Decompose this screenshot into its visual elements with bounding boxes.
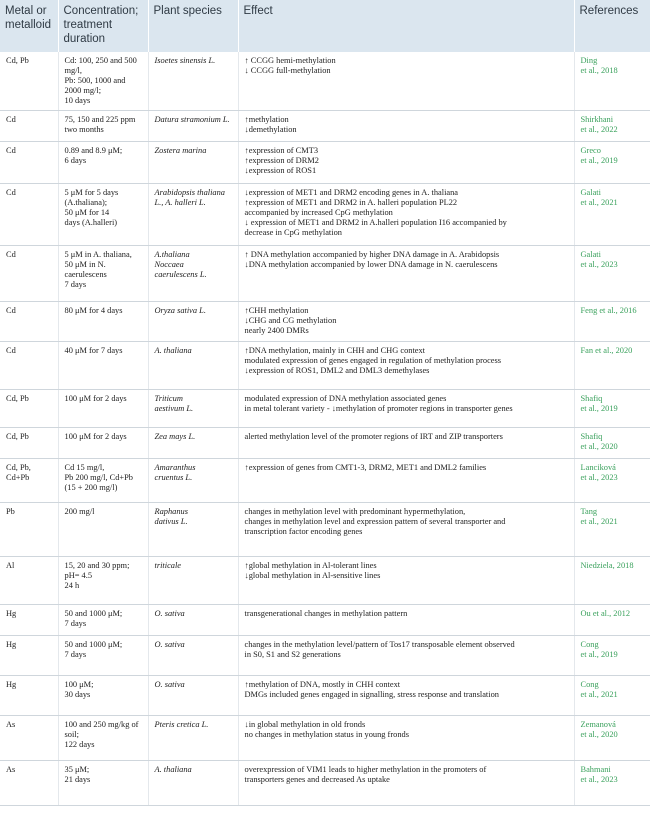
cell-effect-line: ↓expression of ROS1, DML2 and DML3 demethylases (244, 366, 430, 375)
cell-plant-species (148, 428, 238, 459)
cell-concentration-line: 10 days (64, 96, 91, 105)
cell-plant-species (148, 390, 238, 428)
cell-effect-line: in metal tolerant variety - ↓methylation of promoter regions in transporter genes (244, 404, 513, 413)
cell-effect (238, 676, 574, 716)
table-row (0, 761, 650, 806)
cell-effect-line: ↓global methylation in Al-sensitive lines (244, 571, 381, 580)
cell-plant-species-line: Isoetes sinensis L. (154, 56, 216, 65)
cell-concentration-line: 50 and 1000 μM; (64, 609, 123, 618)
cell-concentration-line: 200 mg/l (64, 507, 95, 516)
cell-metal: Hg (0, 676, 58, 716)
cell-reference[interactable] (574, 142, 650, 184)
cell-plant-species-line: A. thaliana (154, 765, 192, 774)
cell-concentration-line: caerulescens (64, 270, 107, 279)
cell-concentration (58, 246, 148, 302)
cell-concentration (58, 390, 148, 428)
cell-concentration (58, 459, 148, 503)
cell-concentration (58, 184, 148, 246)
table-row (0, 111, 650, 142)
cell-effect-line: ↑global methylation in Al-tolerant lines (244, 561, 377, 570)
cell-plant-species (148, 246, 238, 302)
cell-reference-line: Zemanová (580, 720, 616, 729)
cell-plant-species-line: Pteris cretica L. (154, 720, 209, 729)
table-row (0, 302, 650, 342)
table-header (0, 0, 650, 52)
cell-concentration-line: 35 μM; (64, 765, 90, 774)
cell-effect-line: ↓DNA methylation accompanied by lower DNA damage in N. caerulescens (244, 260, 498, 269)
cell-plant-species (148, 302, 238, 342)
cell-concentration-line: Cd: 100, 250 and 500 mg/l, (64, 56, 137, 75)
header-metal: Metal or metalloid (0, 0, 58, 52)
cell-concentration-line: 7 days (64, 650, 87, 659)
cell-concentration-line: Cd 15 mg/l, (64, 463, 105, 472)
cell-effect-line: no changes in methylation status in young fronds (244, 730, 409, 739)
cell-reference[interactable] (574, 428, 650, 459)
cell-reference-line: Tang (580, 507, 598, 516)
cell-plant-species-line: triticale (154, 561, 182, 570)
cell-plant-species (148, 111, 238, 142)
cell-reference-line: et al., 2019 (580, 650, 618, 659)
cell-reference[interactable] (574, 636, 650, 676)
cell-concentration (58, 676, 148, 716)
cell-concentration (58, 636, 148, 676)
cell-effect (238, 390, 574, 428)
cell-effect-line: overexpression of VIM1 leads to higher methylation in the promoters of (244, 765, 487, 774)
cell-concentration-line: 100 and 250 mg/kg of (64, 720, 139, 729)
cell-reference-line: et al., 2020 (580, 730, 618, 739)
cell-concentration (58, 428, 148, 459)
cell-reference[interactable] (574, 184, 650, 246)
cell-metal: Cd (0, 302, 58, 342)
table-row (0, 503, 650, 557)
cell-reference-line: et al., 2021 (580, 690, 618, 699)
cell-concentration-line: 100 μM; (64, 680, 94, 689)
cell-metal: Al (0, 557, 58, 605)
cell-concentration-line: 6 days (64, 156, 87, 165)
cell-reference[interactable] (574, 390, 650, 428)
cell-plant-species-line: Triticum (154, 394, 183, 403)
cell-metal: As (0, 716, 58, 761)
cell-reference-line: et al., 2023 (580, 260, 618, 269)
cell-effect (238, 503, 574, 557)
cell-effect-line: modulated expression of DNA methylation associated genes (244, 394, 447, 403)
cell-concentration (58, 302, 148, 342)
table-row (0, 246, 650, 302)
cell-effect-line: changes in methylation level and expression pattern of several transporter and (244, 517, 506, 526)
cell-effect-line: ↑methylation (244, 115, 289, 124)
cell-reference-line: Galati (580, 188, 601, 197)
cell-reference[interactable] (574, 761, 650, 806)
cell-metal: Cd, Pb, Cd+Pb (0, 459, 58, 503)
cell-effect-line: ↑methylation of DNA, mostly in CHH context (244, 680, 401, 689)
cell-reference[interactable] (574, 52, 650, 111)
cell-effect-line: transcription factor encoding genes (244, 527, 363, 536)
cell-reference-line: et al., 2019 (580, 156, 618, 165)
table-row (0, 428, 650, 459)
cell-reference-line: et al., 2021 (580, 198, 618, 207)
cell-reference-line: et al., 2023 (580, 473, 618, 482)
table-row (0, 716, 650, 761)
cell-concentration (58, 142, 148, 184)
cell-concentration (58, 503, 148, 557)
cell-plant-species-line: Datura stramonium L. (154, 115, 230, 124)
cell-concentration (58, 111, 148, 142)
cell-concentration-line: 0.89 and 8.9 μM; (64, 146, 123, 155)
header-effect: Effect (238, 0, 574, 52)
cell-reference-line: Shirkhani (580, 115, 614, 124)
cell-effect (238, 636, 574, 676)
cell-concentration-line: pH= 4.5 (64, 571, 93, 580)
cell-concentration (58, 557, 148, 605)
cell-effect-line: transgenerational changes in methylation pattern (244, 609, 408, 618)
cell-effect-line: ↓in global methylation in old fronds (244, 720, 366, 729)
table-row (0, 142, 650, 184)
cell-effect (238, 246, 574, 302)
cell-concentration (58, 342, 148, 390)
cell-effect (238, 605, 574, 636)
cell-concentration-line: 50 μM in N. (64, 260, 106, 269)
cell-plant-species (148, 761, 238, 806)
cell-plant-species (148, 342, 238, 390)
header-row (0, 0, 650, 52)
cell-plant-species (148, 52, 238, 111)
cell-effect-line: ↑expression of genes from CMT1-3, DRM2, MET1 and DML2 families (244, 463, 487, 472)
cell-concentration-line: 5 μM in A. thaliana, (64, 250, 132, 259)
cell-effect-line: changes in the methylation level/pattern of Tos17 transposable element observed (244, 640, 515, 649)
cell-concentration-line: 75, 150 and 225 ppm (64, 115, 136, 124)
cell-reference[interactable] (574, 716, 650, 761)
cell-plant-species (148, 605, 238, 636)
cell-concentration-line: Pb: 500, 1000 and 2000 mg/l; (64, 76, 126, 95)
cell-reference-line: Galati (580, 250, 601, 259)
cell-effect (238, 761, 574, 806)
cell-plant-species-line: A. thaliana (154, 346, 192, 355)
cell-plant-species-line: dativus L. (154, 517, 188, 526)
cell-metal: Pb (0, 503, 58, 557)
cell-concentration-line: 5 μM for 5 days (64, 188, 119, 197)
table-row (0, 605, 650, 636)
cell-plant-species-line: Oryza sativa L. (154, 306, 206, 315)
cell-metal: As (0, 761, 58, 806)
cell-effect (238, 557, 574, 605)
cell-concentration-line: 24 h (64, 581, 80, 590)
cell-reference-line: Niedziela, 2018 (580, 561, 634, 570)
cell-metal: Cd (0, 111, 58, 142)
cell-concentration-line: (15 + 200 mg/l) (64, 483, 118, 492)
cell-effect (238, 184, 574, 246)
cell-concentration-line: 50 and 1000 μM; (64, 640, 123, 649)
cell-concentration-line: (A.thaliana); (64, 198, 108, 207)
cell-concentration-line: days (A.halleri) (64, 218, 118, 227)
cell-concentration-line: 50 μM for 14 (64, 208, 110, 217)
cell-effect-line: ↑expression of DRM2 (244, 156, 319, 165)
table-row (0, 390, 650, 428)
cell-reference-line: Shafiq (580, 432, 603, 441)
cell-effect-line: ↓demethylation (244, 125, 297, 134)
cell-plant-species-line: Zea mays L. (154, 432, 196, 441)
cell-concentration-line: 100 μM for 2 days (64, 432, 127, 441)
cell-reference-line: Ou et al., 2012 (580, 609, 631, 618)
cell-reference-line: et al., 2022 (580, 125, 618, 134)
cell-concentration-line: Pb 200 mg/l, Cd+Pb (64, 473, 133, 482)
cell-plant-species (148, 503, 238, 557)
cell-concentration-line: 7 days (64, 619, 87, 628)
cell-plant-species-line: aestivum L. (154, 404, 194, 413)
cell-reference-line: Bahmani (580, 765, 611, 774)
cell-reference-line: Greco (580, 146, 601, 155)
cell-plant-species (148, 557, 238, 605)
cell-plant-species-line: Arabidopsis thaliana L., A. halleri L. (154, 188, 225, 207)
cell-reference-line: Lanciková (580, 463, 616, 472)
cell-plant-species (148, 184, 238, 246)
table-row (0, 557, 650, 605)
cell-plant-species (148, 676, 238, 716)
cell-effect-line: alerted methylation level of the promoter regions of IRT and ZIP transporters (244, 432, 503, 441)
cell-concentration-line: soil; (64, 730, 79, 739)
header-references: References (574, 0, 650, 52)
cell-reference-line: Feng et al., 2016 (580, 306, 637, 315)
cell-reference[interactable] (574, 302, 650, 342)
cell-metal: Cd (0, 342, 58, 390)
cell-concentration-line: 30 days (64, 690, 91, 699)
cell-metal: Cd, Pb (0, 428, 58, 459)
cell-effect (238, 111, 574, 142)
cell-concentration (58, 761, 148, 806)
cell-effect-line: decrease in CpG methylation (244, 228, 342, 237)
cell-effect-line: DMGs included genes engaged in signalling, stress response and translation (244, 690, 499, 699)
cell-effect-line: ↑ CCGG hemi-methylation (244, 56, 336, 65)
cell-plant-species-line: cruentus L. (154, 473, 193, 482)
cell-concentration (58, 52, 148, 111)
cell-plant-species-line: A.thaliana (154, 250, 190, 259)
table-row (0, 459, 650, 503)
cell-reference-line: Ding (580, 56, 598, 65)
cell-effect (238, 428, 574, 459)
cell-reference-line: et al., 2018 (580, 66, 618, 75)
cell-effect-line: ↓expression of MET1 and DRM2 encoding genes in A. thaliana (244, 188, 459, 197)
cell-effect-line: ↓expression of ROS1 (244, 166, 317, 175)
cell-concentration-line: 15, 20 and 30 ppm; (64, 561, 130, 570)
cell-plant-species-line: Zostera marina (154, 146, 207, 155)
cell-metal: Hg (0, 636, 58, 676)
cell-concentration-line: 40 μM for 7 days (64, 346, 123, 355)
cell-effect-line: nearly 2400 DMRs (244, 326, 309, 335)
cell-effect-line: ↑expression of CMT3 (244, 146, 319, 155)
cell-effect (238, 52, 574, 111)
cell-concentration-line: 100 μM for 2 days (64, 394, 127, 403)
cell-effect-line: ↑expression of MET1 and DRM2 in A. halleri population PL22 (244, 198, 458, 207)
cell-reference-line: Cong (580, 680, 599, 689)
table-row (0, 52, 650, 111)
cell-effect-line: modulated expression of genes engaged in regulation of methylation process (244, 356, 502, 365)
table-body (0, 52, 650, 806)
cell-plant-species (148, 716, 238, 761)
cell-effect-line: in S0, S1 and S2 generations (244, 650, 341, 659)
cell-effect-line: ↓CHG and CG methylation (244, 316, 337, 325)
cell-metal: Cd (0, 142, 58, 184)
cell-effect-line: ↑CHH methylation (244, 306, 309, 315)
cell-reference-line: et al., 2020 (580, 442, 618, 451)
cell-plant-species-line: O. sativa (154, 609, 185, 618)
cell-effect-line: accompanied by increased CpG methylation (244, 208, 393, 217)
cell-plant-species-line: caerulescens L. (154, 270, 207, 279)
cell-concentration-line: 122 days (64, 740, 95, 749)
cell-reference[interactable] (574, 459, 650, 503)
cell-metal: Hg (0, 605, 58, 636)
cell-concentration (58, 716, 148, 761)
cell-reference[interactable] (574, 557, 650, 605)
cell-reference-line: Fan et al., 2020 (580, 346, 633, 355)
cell-reference-line: et al., 2019 (580, 404, 618, 413)
cell-concentration-line: 80 μM for 4 days (64, 306, 123, 315)
table-row (0, 184, 650, 246)
cell-effect-line: ↓ CCGG full-methylation (244, 66, 331, 75)
cell-plant-species (148, 459, 238, 503)
cell-effect-line: ↓ expression of MET1 and DRM2 in A.halleri population I16 accompanied by (244, 218, 507, 227)
cell-concentration-line: two months (64, 125, 104, 134)
cell-effect-line: transporters genes and decreased As uptake (244, 775, 390, 784)
table-row (0, 342, 650, 390)
cell-effect (238, 716, 574, 761)
cell-plant-species (148, 636, 238, 676)
cell-plant-species-line: Raphanus (154, 507, 188, 516)
cell-plant-species-line: Noccaea (154, 260, 184, 269)
cell-reference[interactable] (574, 605, 650, 636)
cell-effect (238, 302, 574, 342)
cell-reference[interactable] (574, 676, 650, 716)
cell-metal: Cd, Pb (0, 390, 58, 428)
cell-reference[interactable] (574, 503, 650, 557)
cell-reference-line: et al., 2023 (580, 775, 618, 784)
cell-concentration-line: 7 days (64, 280, 87, 289)
cell-reference[interactable] (574, 111, 650, 142)
table-row (0, 636, 650, 676)
cell-reference[interactable] (574, 246, 650, 302)
cell-effect (238, 342, 574, 390)
cell-concentration-line: 21 days (64, 775, 91, 784)
header-concentration: Concentration; treatment duration (58, 0, 148, 52)
cell-plant-species-line: Amaranthus (154, 463, 196, 472)
cell-plant-species-line: O. sativa (154, 640, 185, 649)
cell-plant-species (148, 142, 238, 184)
cell-plant-species-line: O. sativa (154, 680, 185, 689)
cell-reference-line: Cong (580, 640, 599, 649)
cell-metal: Cd, Pb (0, 52, 58, 111)
cell-effect (238, 459, 574, 503)
cell-effect (238, 142, 574, 184)
cell-metal: Cd (0, 184, 58, 246)
cell-concentration (58, 605, 148, 636)
cell-metal: Cd (0, 246, 58, 302)
cell-reference-line: Shafiq (580, 394, 603, 403)
cell-effect-line: ↑DNA methylation, mainly in CHH and CHG context (244, 346, 426, 355)
header-plant-species: Plant species (148, 0, 238, 52)
table-row (0, 676, 650, 716)
cell-effect-line: ↑ DNA methylation accompanied by higher DNA damage in A. Arabidopsis (244, 250, 500, 259)
cell-reference[interactable] (574, 342, 650, 390)
cell-reference-line: et al., 2021 (580, 517, 618, 526)
cell-effect-line: changes in methylation level with predominant hypermethylation, (244, 507, 466, 516)
